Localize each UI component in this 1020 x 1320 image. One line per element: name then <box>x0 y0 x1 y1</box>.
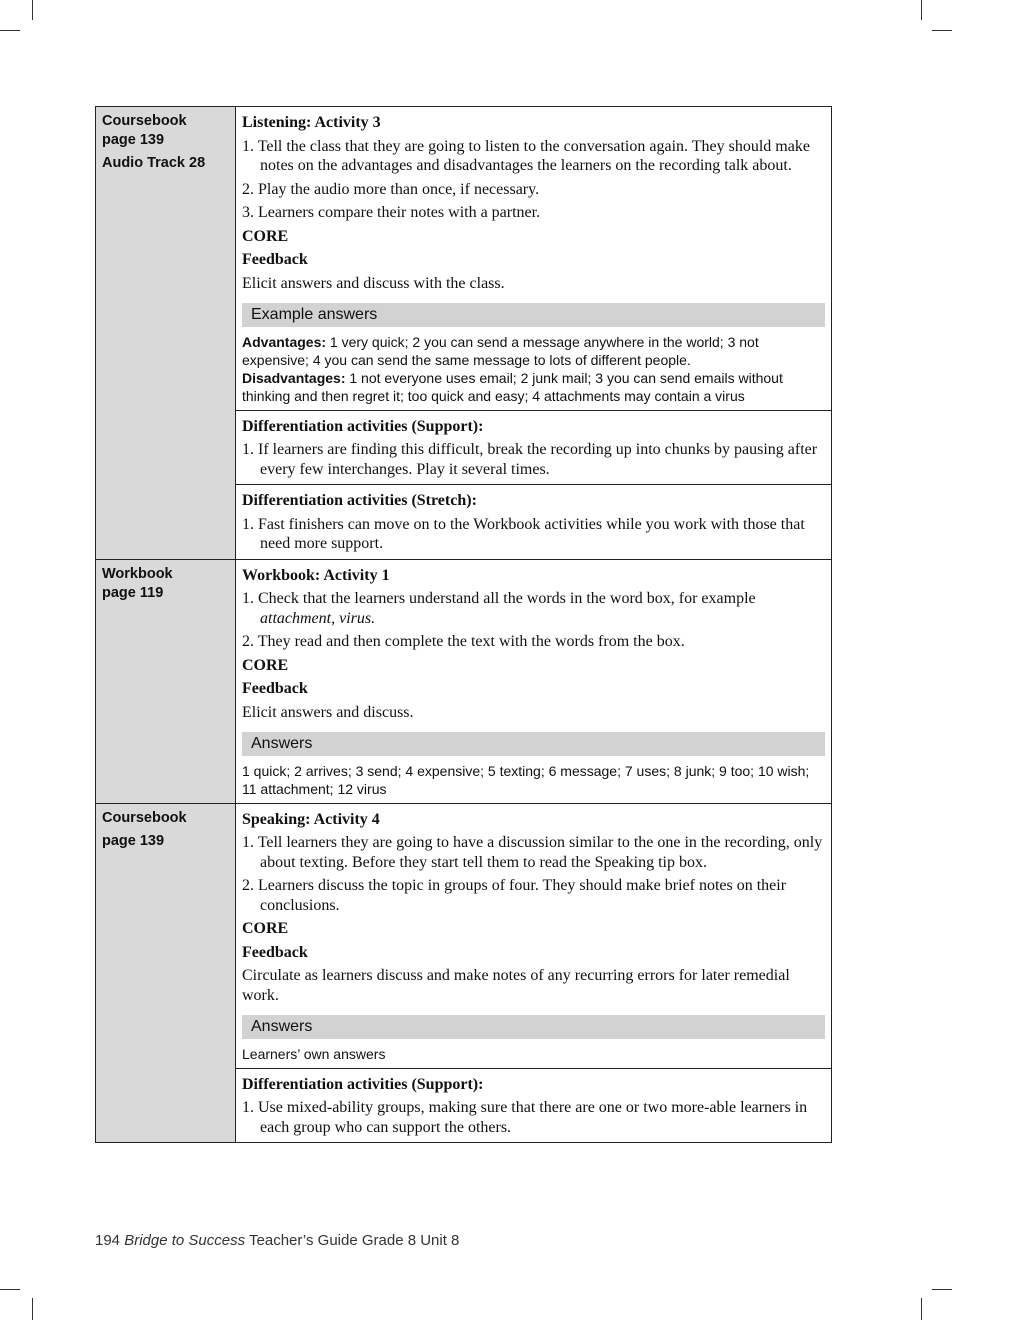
book-title: Bridge to Success <box>124 1232 246 1249</box>
reference-label: page 139 <box>102 832 165 849</box>
list-item: 2. They read and then complete the text with the words from the box. <box>242 633 685 650</box>
table-row <box>96 107 831 559</box>
reference-label: Coursebook <box>102 809 187 826</box>
core-label: CORE <box>242 920 289 937</box>
list-item: 1. Tell learners they are going to have a discussion similar to the one in the recording, only about texting. Before they start tell them to read the Speaking tip box. <box>242 834 823 871</box>
reference-cell <box>96 560 236 803</box>
core-label: CORE <box>242 227 289 245</box>
section-heading: Differentiation activities (Support): <box>242 1075 484 1093</box>
activity-section <box>236 107 831 410</box>
answers-text <box>242 333 825 405</box>
crop-mark <box>932 30 952 31</box>
section-heading: Speaking: Activity 4 <box>242 810 380 828</box>
section-heading: Differentiation activities (Support): <box>242 417 484 435</box>
content-cell <box>236 107 831 559</box>
differentiation-section <box>236 484 831 559</box>
reference-cell <box>96 107 236 559</box>
list-item: 2. Learners discuss the topic in groups of four. They should make brief notes on their conclusions. <box>242 877 787 914</box>
list-item <box>242 589 825 628</box>
core-label: CORE <box>242 656 289 674</box>
content-cell <box>236 560 831 803</box>
feedback-label: Feedback <box>242 943 308 961</box>
feedback-text: Elicit answers and discuss. <box>242 703 414 721</box>
answers-title: Answers <box>242 732 825 756</box>
answers-text: 1 quick; 2 arrives; 3 send; 4 expensive; 5 texting; 6 message; 7 uses; 8 junk; 9 too; 10 wish; 11 attachment; 12 virus <box>242 762 810 797</box>
disadvantages-text: 1 not everyone uses email; 2 junk mail; 3 you can send emails without thinking and then regret it; too quick and easy; 4 attachments may contain a virus <box>242 369 783 404</box>
answers-title: Example answers <box>242 303 825 327</box>
table-row <box>96 559 831 803</box>
advantages-text: 1 very quick; 2 you can send a message anywhere in the world; 3 not expensive; 4 you can send the same message to lots of different people. <box>242 333 759 368</box>
activity-section <box>236 804 831 1068</box>
answers-title: Answers <box>242 1015 825 1039</box>
list-item: 2. Play the audio more than once, if necessary. <box>242 180 540 198</box>
content-cell <box>236 804 831 1143</box>
page-number: 194 <box>95 1232 121 1249</box>
table-row <box>96 803 831 1143</box>
list-item-italic: attachment, virus. <box>260 609 376 627</box>
crop-mark <box>0 30 20 31</box>
crop-mark <box>921 1298 922 1320</box>
answers-text: Learners’ own answers <box>242 1045 386 1062</box>
feedback-text: Elicit answers and discuss with the class. <box>242 274 505 292</box>
activity-section <box>236 560 831 803</box>
list-item: 1. Tell the class that they are going to listen to the conversation again. They should make notes on the advantages and disadvantages the learners on the recording talk about. <box>242 137 810 174</box>
list-item: 1. Fast finishers can move on to the Workbook activities while you work with those that need more support. <box>242 515 805 552</box>
feedback-label: Feedback <box>242 680 308 697</box>
disadvantages-label: Disadvantages: <box>242 369 346 386</box>
list-item: 1. If learners are finding this difficult, break the recording up into chunks by pausing after every few interchanges. Play it several times. <box>242 441 818 478</box>
reference-cell <box>96 804 236 1143</box>
list-item: 3. Learners compare their notes with a partner. <box>242 204 541 221</box>
lesson-table <box>95 106 832 1143</box>
section-heading: Differentiation activities (Stretch): <box>242 492 477 509</box>
feedback-text: Circulate as learners discuss and make notes of any recurring errors for later remedial work. <box>242 967 790 1004</box>
differentiation-section <box>236 410 831 485</box>
crop-mark <box>32 1298 33 1320</box>
crop-mark <box>921 0 922 20</box>
section-heading: Workbook: Activity 1 <box>242 566 390 584</box>
advantages-label: Advantages: <box>242 333 327 350</box>
list-item: 1. Use mixed-ability groups, making sure that there are one or two more-able learners in each group who can support the others. <box>242 1099 808 1136</box>
crop-mark <box>0 1289 20 1290</box>
reference-label: Coursebook <box>102 113 187 129</box>
differentiation-section <box>236 1068 831 1143</box>
reference-label: Audio Track 28 <box>102 155 206 171</box>
section-heading: Listening: Activity 3 <box>242 114 381 131</box>
reference-label: page 139 <box>102 132 165 148</box>
crop-mark <box>32 0 33 20</box>
list-item-text: 1. Check that the learners understand all the words in the word box, for example <box>242 590 756 607</box>
page-footer <box>95 1232 459 1249</box>
feedback-label: Feedback <box>242 251 308 268</box>
footer-text: Teacher’s Guide Grade 8 Unit 8 <box>245 1232 460 1249</box>
reference-label: Workbook <box>102 565 173 582</box>
crop-mark <box>932 1289 952 1290</box>
reference-label: page 119 <box>102 584 164 601</box>
